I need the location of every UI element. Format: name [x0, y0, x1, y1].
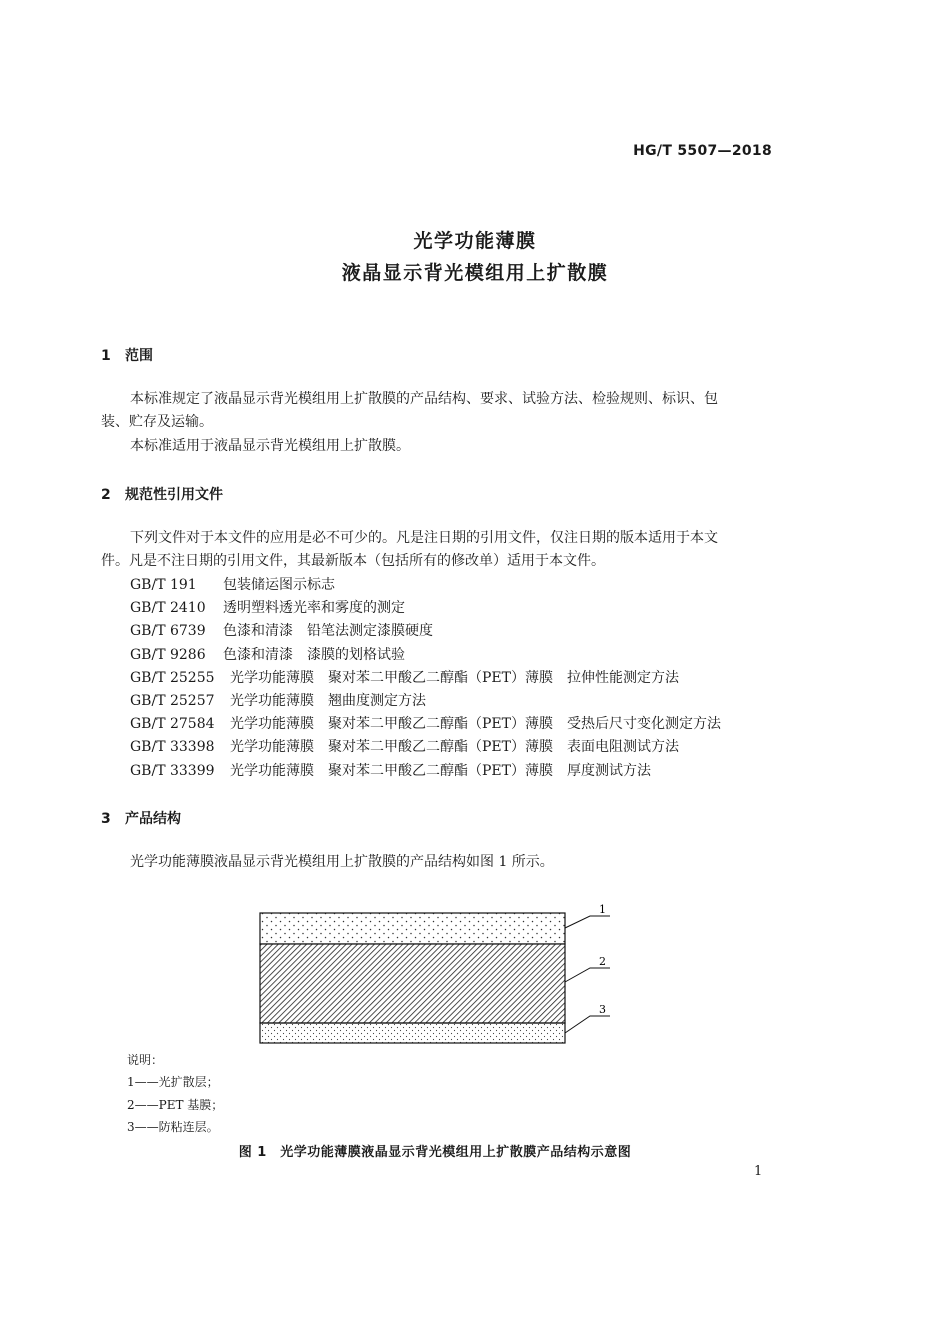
- figure-label-2: 2: [599, 955, 606, 968]
- reference-title-segment: 拉伸性能测定方法: [566, 669, 679, 686]
- figure-label-3: 3: [599, 1003, 606, 1016]
- reference-code: GB/T 33398: [130, 739, 215, 756]
- reference-title-segment: 翘曲度测定方法: [328, 693, 426, 709]
- reference-title-segment: 包装储运图示标志: [223, 577, 335, 593]
- section-number: 3: [101, 811, 111, 827]
- reference-title-segment: 色漆和清漆: [223, 623, 293, 640]
- reference-code: GB/T 2410: [130, 600, 206, 617]
- reference-title-segment: 透明塑料透光率和雾度的测定: [223, 600, 405, 617]
- section-number: 1: [101, 348, 111, 364]
- section-title: 产品结构: [125, 811, 181, 827]
- diffusion-layer: [260, 913, 565, 944]
- page-number: 1: [754, 1164, 763, 1179]
- reference-title-segment: 厚度测试方法: [566, 762, 651, 779]
- figure-caption: 图 1 光学功能薄膜液晶显示背光模组用上扩散膜产品结构示意图: [238, 1145, 632, 1160]
- reference-title-segment: 光学功能薄膜: [230, 762, 314, 779]
- reference-title-segment: 聚对苯二甲酸乙二醇酯（PET）薄膜: [328, 739, 553, 756]
- section-number: 2: [101, 487, 111, 503]
- section-3-paragraph-1: 光学功能薄膜液晶显示背光模组用上扩散膜的产品结构如图 1 所示。: [130, 854, 554, 870]
- reference-code: GB/T 25255: [130, 669, 215, 686]
- reference-title-segment: 光学功能薄膜: [230, 716, 314, 733]
- reference-title-segment: 铅笔法测定漆膜硬度: [307, 623, 433, 640]
- document-title-line2: 液晶显示背光模组用上扩散膜: [341, 262, 609, 284]
- figure-legend-item: 3——防粘连层。: [127, 1120, 219, 1134]
- section-title: 规范性引用文件: [125, 487, 223, 503]
- leader-line-1: [565, 916, 610, 928]
- reference-code: GB/T 27584: [130, 716, 215, 733]
- reference-code: GB/T 9286: [130, 646, 206, 663]
- reference-title-segment: 聚对苯二甲酸乙二醇酯（PET）薄膜: [328, 669, 553, 686]
- anti-blocking-layer: [260, 1023, 565, 1043]
- reference-title-segment: 表面电阻测试方法: [566, 739, 679, 756]
- document-title-line1: 光学功能薄膜: [413, 230, 537, 252]
- reference-code: GB/T 6739: [130, 623, 206, 640]
- reference-title-segment: 聚对苯二甲酸乙二醇酯（PET）薄膜: [328, 716, 553, 733]
- section-1-paragraph-1a: 本标准规定了液晶显示背光模组用上扩散膜的产品结构、要求、试验方法、检验规则、标识、包: [130, 391, 718, 407]
- section-2-paragraph-1a: 下列文件对于本文件的应用是必不可少的。凡是注日期的引用文件，仅注日期的版本适用于本文: [130, 530, 718, 546]
- leader-line-2: [565, 968, 610, 982]
- standard-number: HG/T 5507—2018: [633, 143, 772, 159]
- reference-title-segment: 光学功能薄膜: [230, 669, 314, 686]
- figure-legend-item: 2——PET 基膜；: [127, 1098, 224, 1112]
- reference-title-segment: 受热后尺寸变化测定方法: [566, 716, 721, 733]
- section-1-paragraph-2: 本标准适用于液晶显示背光模组用上扩散膜。: [130, 438, 410, 454]
- reference-title-segment: 光学功能薄膜: [230, 739, 314, 756]
- figure-legend-item: 1——光扩散层；: [127, 1075, 219, 1089]
- figure-legend-title: 说明：: [127, 1053, 164, 1067]
- reference-title-segment: 漆膜的划格试验: [307, 646, 405, 663]
- reference-code: GB/T 25257: [130, 693, 215, 709]
- reference-title-segment: 光学功能薄膜: [230, 693, 314, 709]
- section-2-paragraph-1b: 件。凡是不注日期的引用文件，其最新版本（包括所有的修改单）适用于本文件。: [101, 553, 605, 569]
- reference-code: GB/T 191: [130, 577, 197, 593]
- reference-title-segment: 色漆和清漆: [223, 646, 293, 663]
- reference-code: GB/T 33399: [130, 762, 215, 779]
- section-title: 范围: [125, 348, 153, 364]
- leader-line-3: [565, 1016, 610, 1033]
- section-1-paragraph-1b: 装、贮存及运输。: [101, 414, 213, 430]
- pet-base-film-layer: [260, 944, 565, 1023]
- figure-label-1: 1: [599, 903, 606, 916]
- reference-title-segment: 聚对苯二甲酸乙二醇酯（PET）薄膜: [328, 762, 553, 779]
